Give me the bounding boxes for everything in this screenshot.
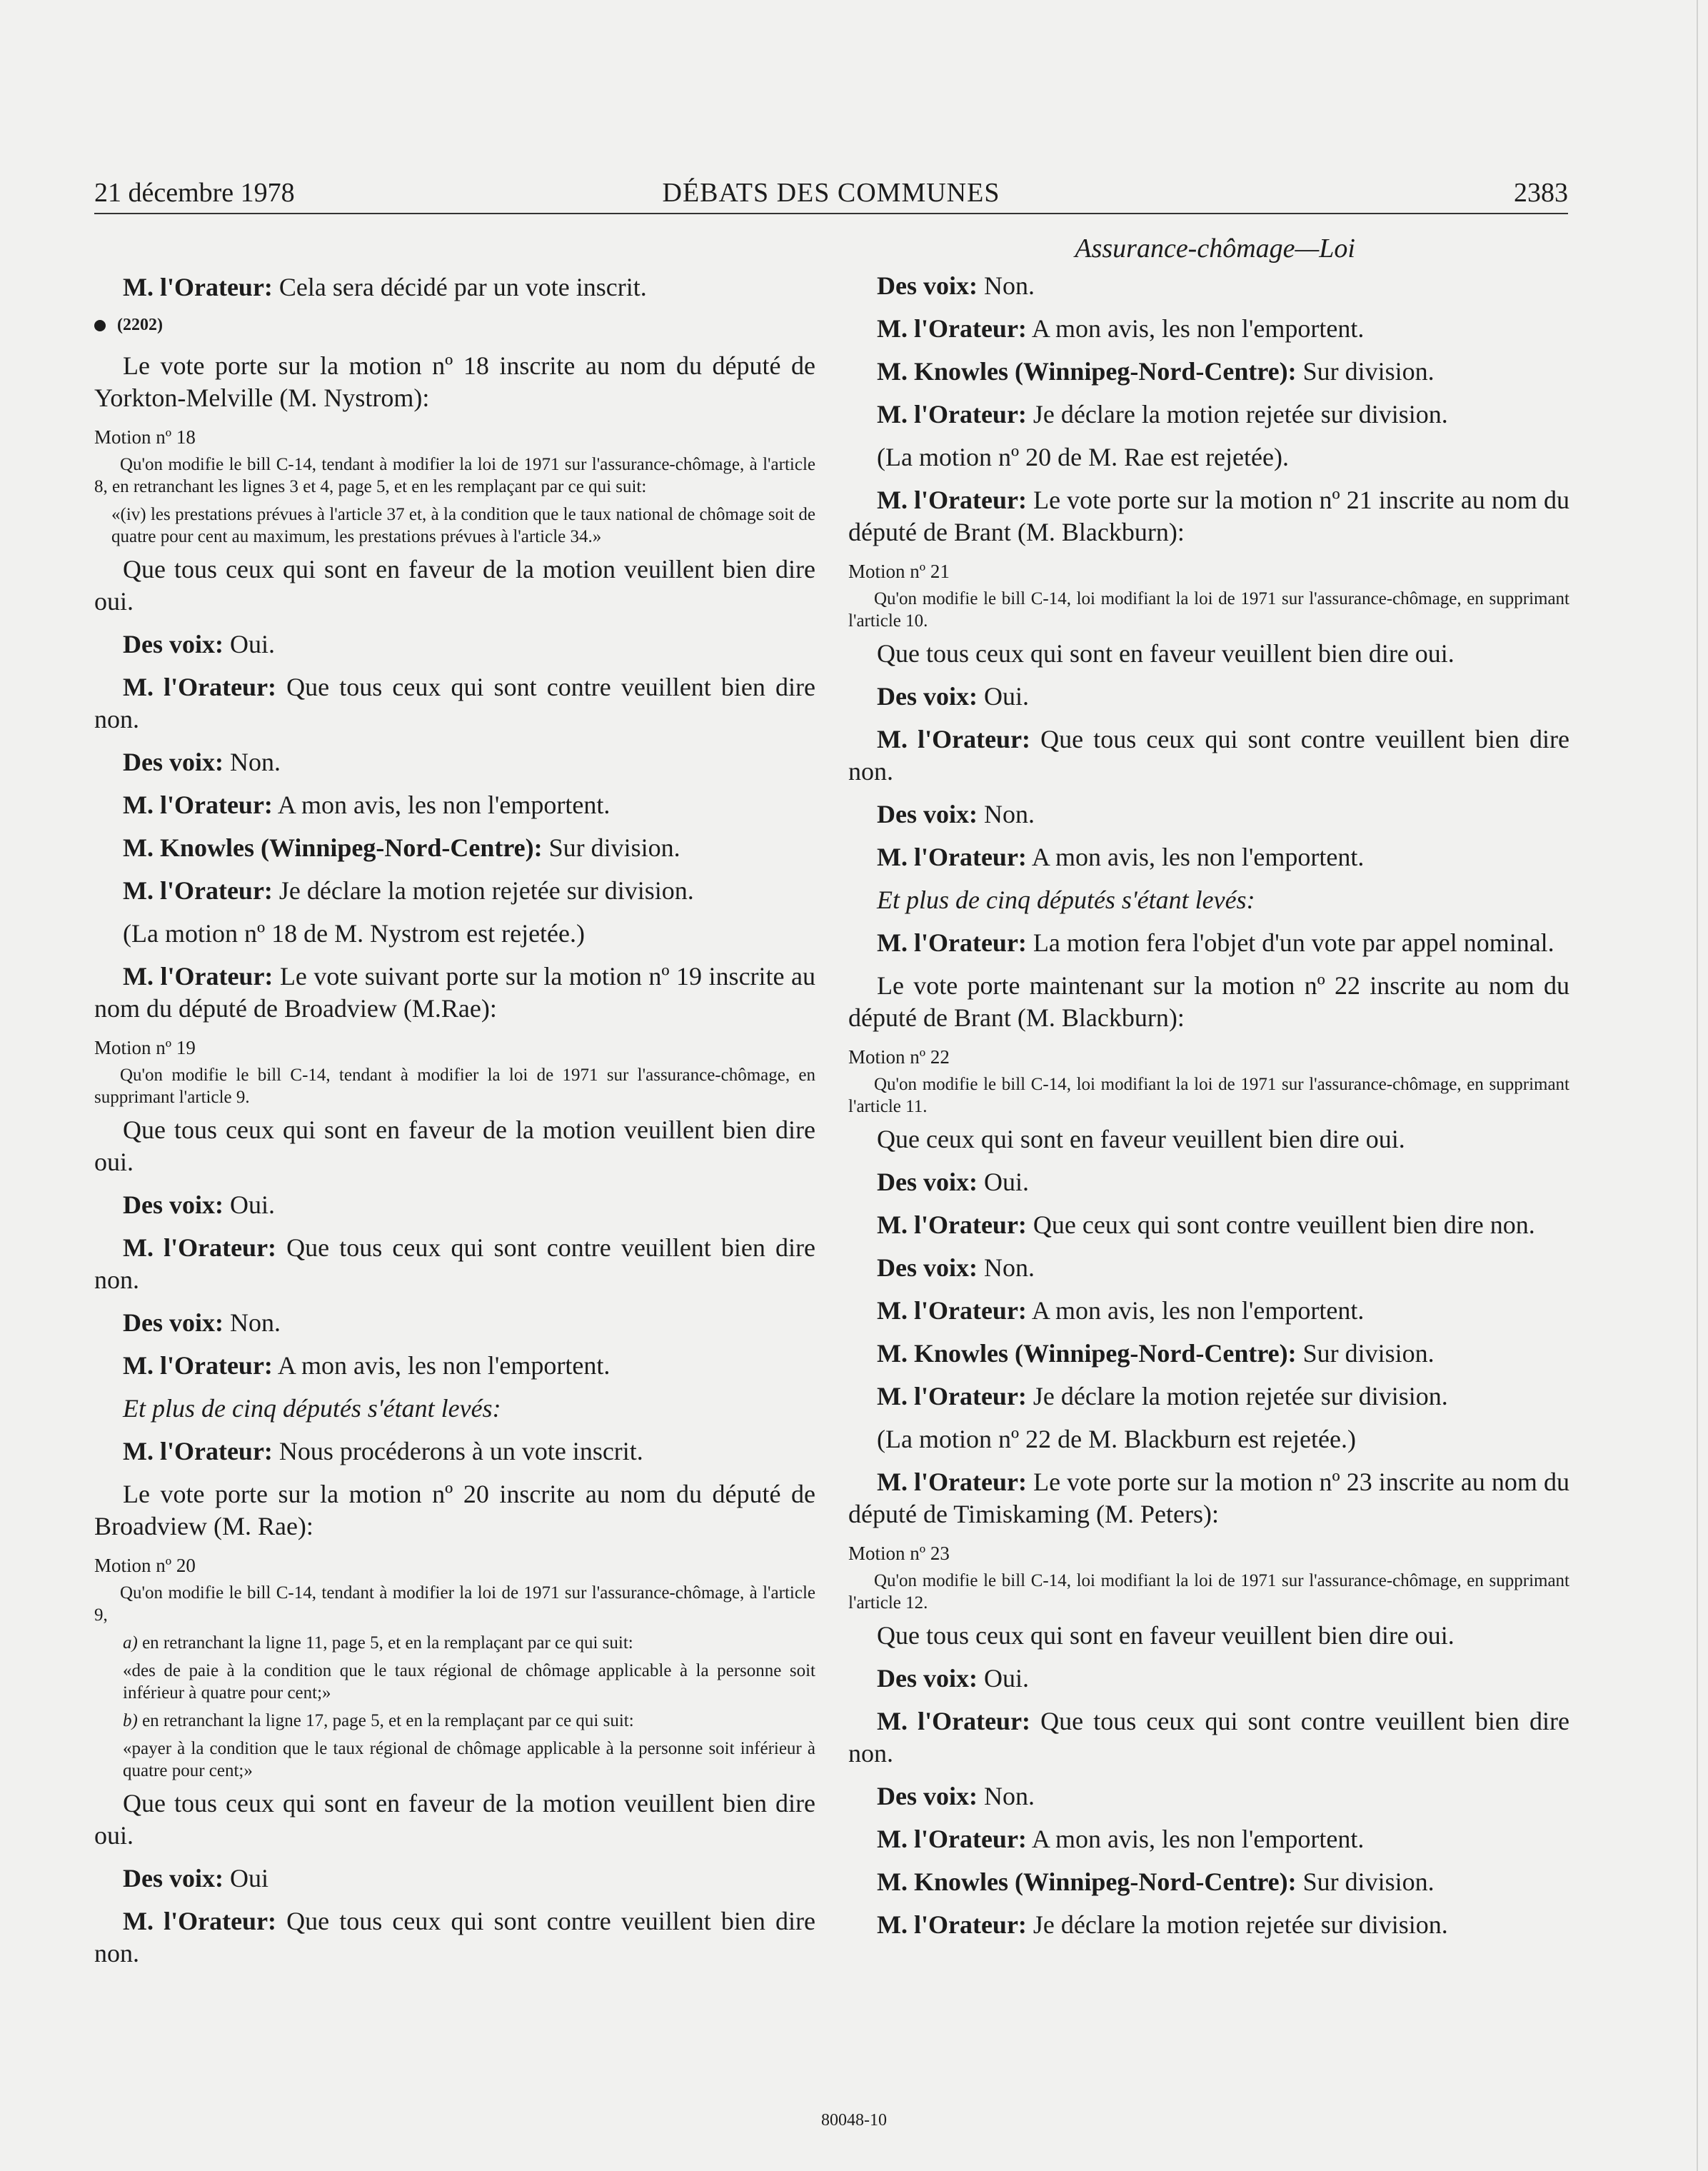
- paragraph: (La motion nº 20 de M. Rae est rejetée).: [877, 443, 1289, 471]
- speaker: M. l'Orateur:: [877, 843, 1027, 871]
- speaker: M. l'Orateur:: [123, 1907, 277, 1935]
- paragraph: [94, 271, 815, 304]
- speech: Que ceux qui sont contre veuillent bien dire non.: [1026, 1210, 1535, 1239]
- motion-label: Motion nº 19: [94, 1037, 196, 1058]
- header-title: DÉBATS DES COMMUNES: [662, 178, 1000, 208]
- speech: Non.: [977, 800, 1035, 828]
- paragraph: [848, 884, 1569, 916]
- speaker: M. l'Orateur:: [123, 273, 273, 301]
- paragraph: [848, 356, 1569, 388]
- paragraph: [94, 1435, 815, 1468]
- speaker: M. l'Orateur:: [877, 314, 1027, 343]
- speaker: M. l'Orateur:: [123, 791, 273, 819]
- motion-sub-item: [123, 1710, 815, 1732]
- speaker: M. Knowles (Winnipeg-Nord-Centre):: [877, 1867, 1297, 1896]
- paragraph: [94, 1232, 815, 1296]
- speaker: M. l'Orateur:: [877, 1468, 1027, 1496]
- paragraph: [848, 270, 1569, 302]
- footer-code: 80048-10: [821, 2111, 887, 2130]
- page-edge-line: [1697, 0, 1698, 2171]
- header-date: 21 décembre 1978: [94, 178, 295, 208]
- paragraph: Le vote porte sur la motion nº 18 inscrite au nom du député de Yorkton-Melville (M. Nystrom):: [94, 351, 815, 412]
- paragraph: [848, 1380, 1569, 1413]
- speech: Je déclare la motion rejetée sur division.: [1026, 1382, 1448, 1410]
- time-marker: [94, 314, 815, 336]
- speech: Nous procéderons à un vote inscrit.: [272, 1437, 643, 1465]
- paragraph: [848, 1823, 1569, 1855]
- speaker: M. l'Orateur:: [123, 1437, 273, 1465]
- paragraph: [94, 961, 815, 1025]
- sub-item-text: en retranchant la ligne 17, page 5, et en la remplaçant par ce qui suit:: [137, 1711, 634, 1730]
- paragraph: [94, 832, 815, 864]
- paragraph: (La motion nº 22 de M. Blackburn est rejetée.): [877, 1425, 1356, 1453]
- speaker: Des voix:: [877, 1782, 978, 1810]
- motion-label: Motion nº 20: [94, 1555, 196, 1576]
- speech: A mon avis, les non l'emportent.: [1026, 1296, 1365, 1325]
- speech: Sur division.: [1296, 1867, 1435, 1896]
- speaker: Des voix:: [877, 1168, 978, 1196]
- speech: Non.: [223, 1308, 281, 1337]
- speaker: Des voix:: [123, 630, 223, 658]
- speaker: M. Knowles (Winnipeg-Nord-Centre):: [877, 357, 1297, 386]
- paragraph: [94, 1307, 815, 1339]
- speaker: Des voix:: [877, 1253, 978, 1282]
- paragraph: [848, 1295, 1569, 1327]
- speech: Que tous ceux qui sont contre veuillent bien dire non.: [848, 1707, 1569, 1768]
- paragraph: [848, 681, 1569, 713]
- speech: Sur division.: [542, 833, 680, 862]
- speech: Le vote porte sur la motion nº 23 inscrite au nom du député de Timiskaming (M. Peters):: [848, 1468, 1569, 1528]
- speech: A mon avis, les non l'emportent.: [272, 791, 611, 819]
- speech: Non.: [223, 748, 281, 776]
- paragraph: [94, 1393, 815, 1425]
- speaker: M. l'Orateur:: [877, 1707, 1031, 1735]
- paragraph: [848, 1663, 1569, 1695]
- paragraph: [848, 1338, 1569, 1370]
- speech: Sur division.: [1296, 357, 1435, 386]
- header-page-number: 2383: [1514, 178, 1568, 208]
- paragraph: [848, 1166, 1569, 1198]
- motion-label: Motion nº 22: [848, 1046, 950, 1068]
- motion-label: Motion nº 23: [848, 1543, 950, 1564]
- paragraph: [848, 1209, 1569, 1241]
- speech: A mon avis, les non l'emportent.: [1026, 1825, 1365, 1853]
- speech: Non.: [977, 271, 1035, 300]
- speaker: Des voix:: [877, 682, 978, 711]
- sub-item-text: en retranchant la ligne 11, page 5, et en la remplaçant par ce qui suit:: [137, 1633, 633, 1653]
- speaker: M. l'Orateur:: [877, 486, 1027, 514]
- speech: Le vote porte sur la motion nº 21 inscrite au nom du député de Brant (M. Blackburn):: [848, 486, 1569, 546]
- paragraph: [848, 841, 1569, 873]
- speaker: M. l'Orateur:: [123, 962, 273, 991]
- speech: Oui.: [977, 1664, 1029, 1693]
- paragraph: [848, 398, 1569, 431]
- speaker: M. l'Orateur:: [123, 876, 273, 905]
- speech: Non.: [977, 1782, 1035, 1810]
- paragraph: (La motion nº 18 de M. Nystrom est rejetée.): [123, 919, 585, 948]
- speech: Oui.: [223, 1190, 275, 1219]
- motion-text: Qu'on modifie le bill C-14, tendant à modifier la loi de 1971 sur l'assurance-chômage, en supprimant l'article 9.: [94, 1066, 815, 1107]
- speech: Je déclare la motion rejetée sur division.: [1026, 1910, 1448, 1939]
- motion-label: Motion nº 21: [848, 561, 950, 582]
- paragraph: [94, 875, 815, 907]
- speech: Je déclare la motion rejetée sur division.: [1026, 400, 1448, 428]
- paragraph: Que tous ceux qui sont en faveur veuillent bien dire oui.: [877, 1621, 1455, 1650]
- speaker: Des voix:: [877, 800, 978, 828]
- paragraph: [94, 1862, 815, 1895]
- speech: Le vote suivant porte sur la motion nº 19 inscrite au nom du député de Broadview (M.Rae):: [94, 962, 816, 1023]
- speaker: M. l'Orateur:: [877, 725, 1031, 753]
- speech: Que tous ceux qui sont contre veuillent bien dire non.: [848, 725, 1569, 786]
- speaker: Des voix:: [123, 1308, 223, 1337]
- speech: A mon avis, les non l'emportent.: [272, 1351, 611, 1380]
- speech: Sur division.: [1296, 1339, 1435, 1368]
- paragraph: [94, 628, 815, 661]
- motion-quote: «payer à la condition que le taux régional de chômage applicable à la personne soit inférieur à quatre pour cent;»: [123, 1739, 815, 1780]
- paragraph: [848, 313, 1569, 345]
- motion-quote: «des de paie à la condition que le taux régional de chômage applicable à la personne soit inférieur à quatre pour cent;»: [123, 1661, 815, 1703]
- paragraph: [848, 484, 1569, 548]
- time-marker-text: (2202): [117, 316, 163, 334]
- speaker: Des voix:: [877, 1664, 978, 1693]
- speaker: M. Knowles (Winnipeg-Nord-Centre):: [123, 833, 543, 862]
- speech: Cela sera décidé par un vote inscrit.: [272, 273, 647, 301]
- speech: A mon avis, les non l'emportent.: [1026, 843, 1365, 871]
- speech: La motion fera l'objet d'un vote par appel nominal.: [1026, 928, 1554, 957]
- paragraph: Que tous ceux qui sont en faveur de la motion veuillent bien dire oui.: [94, 1789, 815, 1850]
- paragraph: [94, 746, 815, 778]
- speaker: M. l'Orateur:: [877, 1382, 1027, 1410]
- motion-sub-item: [123, 1632, 815, 1654]
- right-column: [848, 270, 1569, 1952]
- paragraph: [94, 789, 815, 821]
- stage-direction: Et plus de cinq députés s'étant levés:: [123, 1394, 501, 1423]
- speech: Oui.: [977, 682, 1029, 711]
- speaker: Des voix:: [123, 1864, 223, 1892]
- speech: Oui.: [223, 630, 275, 658]
- speech: Que tous ceux qui sont contre veuillent bien dire non.: [94, 1233, 815, 1294]
- speech: Que tous ceux qui sont contre veuillent bien dire non.: [94, 673, 815, 733]
- speaker: Des voix:: [123, 748, 223, 776]
- paragraph: Que ceux qui sont en faveur veuillent bien dire oui.: [877, 1125, 1405, 1153]
- paragraph: [848, 1909, 1569, 1941]
- paragraph: [848, 1466, 1569, 1530]
- paragraph: [848, 723, 1569, 788]
- speech: Oui: [223, 1864, 268, 1892]
- paragraph: [848, 1780, 1569, 1812]
- bullet-icon: [94, 320, 106, 331]
- motion-text: Qu'on modifie le bill C-14, loi modifiant la loi de 1971 sur l'assurance-chômage, en supprimant l'article 11.: [848, 1075, 1569, 1116]
- speaker: M. l'Orateur:: [123, 1233, 277, 1262]
- speaker: M. l'Orateur:: [877, 1296, 1027, 1325]
- motion-text: Qu'on modifie le bill C-14, tendant à modifier la loi de 1971 sur l'assurance-chômage, à l'article 8, en retranchant les lignes 3 et 4, page 5, et en les remplaçant par ce qui suit:: [94, 455, 815, 496]
- paragraph: [848, 1866, 1569, 1898]
- speaker: M. l'Orateur:: [877, 928, 1027, 957]
- speaker: M. Knowles (Winnipeg-Nord-Centre):: [877, 1339, 1297, 1368]
- page-header: [94, 177, 1568, 214]
- running-title: Assurance-chômage—Loi: [1075, 234, 1355, 264]
- paragraph: Que tous ceux qui sont en faveur de la motion veuillent bien dire oui.: [94, 555, 815, 616]
- motion-label: Motion nº 18: [94, 426, 196, 448]
- speaker: Des voix:: [877, 271, 978, 300]
- paragraph: [848, 1252, 1569, 1284]
- speaker: M. l'Orateur:: [123, 673, 277, 701]
- paragraph: [94, 671, 815, 736]
- speech: Je déclare la motion rejetée sur division.: [272, 876, 694, 905]
- paragraph: [94, 1905, 815, 1970]
- motion-text: Qu'on modifie le bill C-14, loi modifiant la loi de 1971 sur l'assurance-chômage, en supprimant l'article 10.: [848, 589, 1569, 631]
- paragraph: [94, 1189, 815, 1221]
- left-column: [94, 271, 815, 1980]
- speaker: M. l'Orateur:: [123, 1351, 273, 1380]
- paragraph: [848, 927, 1569, 959]
- speaker: M. l'Orateur:: [877, 1825, 1027, 1853]
- sub-item-letter: b): [123, 1711, 138, 1730]
- paragraph: Le vote porte maintenant sur la motion nº 22 inscrite au nom du député de Brant (M. Blackburn):: [848, 971, 1569, 1032]
- motion-text: Qu'on modifie le bill C-14, loi modifiant la loi de 1971 sur l'assurance-chômage, en supprimant l'article 12.: [848, 1571, 1569, 1613]
- paragraph: Le vote porte sur la motion nº 20 inscrite au nom du député de Broadview (M. Rae):: [94, 1480, 815, 1540]
- paragraph: [848, 798, 1569, 831]
- speaker: M. l'Orateur:: [877, 400, 1027, 428]
- paragraph: Que tous ceux qui sont en faveur de la motion veuillent bien dire oui.: [94, 1115, 815, 1176]
- stage-direction: Et plus de cinq députés s'étant levés:: [877, 886, 1255, 914]
- paragraph: [848, 1705, 1569, 1770]
- motion-text: Qu'on modifie le bill C-14, tendant à modifier la loi de 1971 sur l'assurance-chômage, à l'article 9,: [94, 1583, 815, 1625]
- motion-quote: «(iv) les prestations prévues à l'article 37 et, à la condition que le taux national de chômage soit de quatre pour cent au maximum, les prestations prévues à l'article 34.»: [111, 505, 815, 546]
- speech: Oui.: [977, 1168, 1029, 1196]
- speaker: Des voix:: [123, 1190, 223, 1219]
- sub-item-letter: a): [123, 1633, 138, 1653]
- paragraph: [94, 1350, 815, 1382]
- speech: Non.: [977, 1253, 1035, 1282]
- speech: A mon avis, les non l'emportent.: [1026, 314, 1365, 343]
- speech: Que tous ceux qui sont contre veuillent bien dire non.: [94, 1907, 815, 1967]
- paragraph: Que tous ceux qui sont en faveur veuillent bien dire oui.: [877, 639, 1455, 668]
- speaker: M. l'Orateur:: [877, 1210, 1027, 1239]
- speaker: M. l'Orateur:: [877, 1910, 1027, 1939]
